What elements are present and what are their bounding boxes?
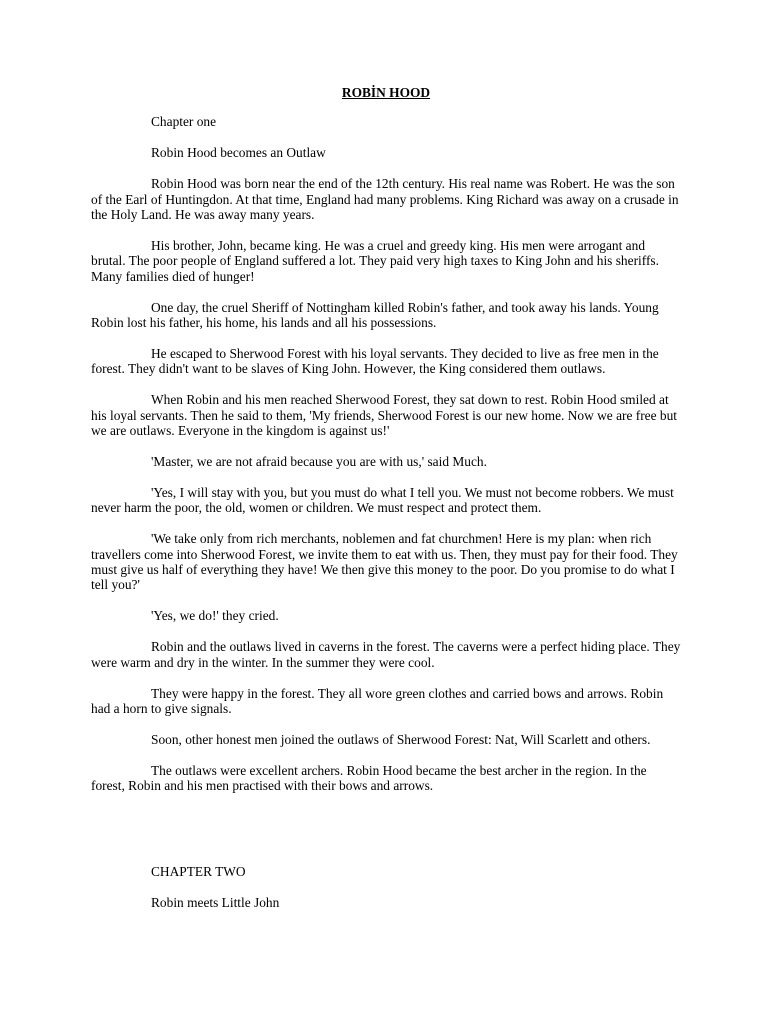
chapter-one-subtitle: Robin Hood becomes an Outlaw [151, 145, 326, 161]
paragraph: They were happy in the forest. They all wore green clothes and carried bows and arrows. Robin had a horn to give signals. [91, 685, 664, 716]
paragraph: When Robin and his men reached Sherwood Forest, they sat down to rest. Robin Hood smiled at his loyal servants. Then he said to them, 'My friends, Sherwood Forest is our new home. Now we are free but we are outlaws. Everyone in the kingdom is against us!' [91, 392, 678, 439]
paragraph: One day, the cruel Sheriff of Nottingham killed Robin's father, and took away his lands. Young Robin lost his father, his home, his lands and all his possessions. [91, 299, 659, 331]
paragraph: 'Yes, we do!' they cried. [151, 608, 279, 624]
paragraph: The outlaws were excellent archers. Robin Hood became the best archer in the region. In the forest, Robin and his men practised with their bows and arrows. [91, 762, 647, 794]
chapter-two-subtitle: Robin meets Little John [151, 895, 280, 910]
chapter-one-heading: Chapter one [151, 114, 217, 130]
paragraph: Soon, other honest men joined the outlaws of Sherwood Forest: Nat, Will Scarlett and others. [151, 731, 651, 747]
paragraph: 'We take only from rich merchants, noblemen and fat churchmen! Here is my plan: when rich travellers come into Sherwood Forest, we invite them to eat with us. Then, they must pay for their food. They must give us half of everything they have! We then give this money to the poor. Do you promise to do what I tell you?' [91, 531, 678, 593]
paragraph: His brother, John, became king. He was a cruel and greedy king. His men were arrogant and brutal. The poor people of England suffered a lot. They paid very high taxes to King John and his sheriffs. Many families died of hunger! [91, 237, 659, 284]
document-title: ROBİN HOOD [341, 85, 431, 100]
chapter-two-heading: CHAPTER TWO [151, 864, 246, 880]
section-spacer [91, 809, 681, 864]
paragraph: He escaped to Sherwood Forest with his loyal servants. They decided to live as free men in the forest. They didn't want to be slaves of King John. However, the King considered them outlaws. [91, 345, 659, 377]
document-page [91, 85, 681, 926]
paragraph: 'Master, we are not afraid because you are with us,' said Much. [151, 454, 487, 469]
paragraph: Robin Hood was born near the end of the 12th century. His real name was Robert. He was the son of the Earl of Huntingdon. At that time, England had many problems. King Richard was away on a crusade in the Holy Land. He was away many years. [91, 176, 679, 223]
paragraph: 'Yes, I will stay with you, but you must do what I tell you. We must not become robbers. We must never harm the poor, the old, women or children. We must respect and protect them. [91, 484, 674, 516]
paragraph: Robin and the outlaws lived in caverns in the forest. The caverns were a perfect hiding place. They were warm and dry in the winter. In the summer they were cool. [91, 639, 681, 670]
